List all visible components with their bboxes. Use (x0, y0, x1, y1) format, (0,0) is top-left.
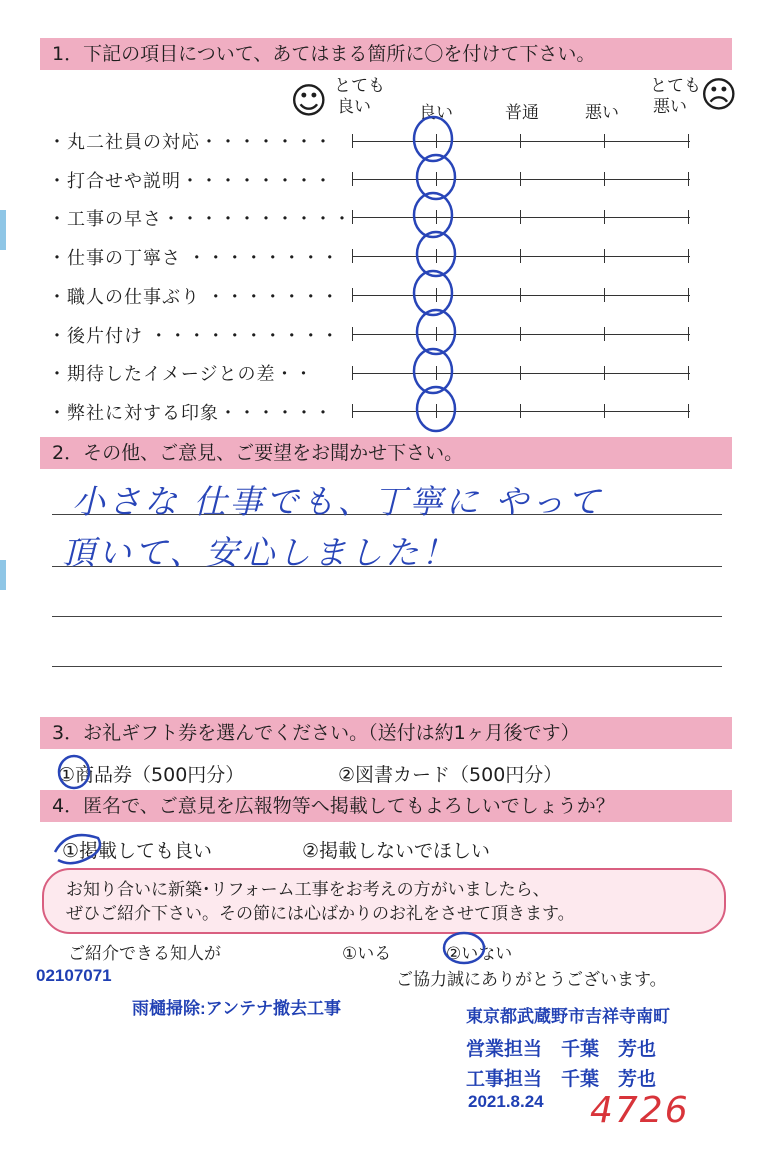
item-label: ・後片付け ・・・・・・・・・・ (48, 326, 340, 347)
gift-option-1[interactable]: ①商品券（500円分） (58, 764, 245, 786)
address-stamp: 東京都武蔵野市吉祥寺南町 (466, 1007, 670, 1026)
item-label: ・打合せや説明・・・・・・・・ (48, 171, 333, 192)
item-label: ・期待したイメージとの差・・ (48, 364, 314, 385)
item-label: ・工事の早さ・・・・・・・・・・ (48, 209, 352, 230)
frowny-icon: ☹ (700, 75, 738, 116)
publish-option-2[interactable]: ②掲載しないでほしい (302, 840, 491, 862)
thanks-message: ご協力誠にありがとうございます。 (396, 970, 667, 990)
work-type-stamp: 雨樋掃除:アンテナ撤去工事 (132, 999, 341, 1018)
selection-circles (0, 740, 774, 980)
handwritten-comment-line2: 頂いて、安心しました！ (62, 533, 458, 572)
rating-selection-circle (414, 271, 452, 315)
left-edge-mark (0, 560, 6, 590)
customer-code-stamp: 02107071 (36, 966, 112, 985)
rating-selection-circle (417, 310, 455, 354)
referral-label: ご紹介できる知人が (68, 944, 221, 964)
scale-very-good: とても 良い (334, 76, 385, 117)
section4-title: 4．匿名で、ご意見を広報物等へ掲載してもよろしいでしょうか？ (40, 790, 732, 822)
handwritten-comment-line1: 小さな 仕事でも、丁寧に やって (72, 482, 603, 521)
notice-line2: ぜひご紹介下さい。その節には心ばかりのお礼をさせて頂きます。 (66, 904, 575, 924)
gift-selection-circle (59, 756, 89, 788)
item-label: ・職人の仕事ぶり ・・・・・・・ (48, 287, 340, 308)
publish-option-1[interactable]: ①掲載しても良い (62, 840, 213, 862)
section3-title: 3．お礼ギフト券を選んでください。（送付は約1ヶ月後です） (40, 717, 732, 749)
publish-selection-circle (55, 835, 100, 863)
rating-selection-circle (417, 232, 455, 276)
smiley-icon: ☺ (290, 81, 328, 122)
notice-line1: お知り合いに新築･リフォーム工事をお考えの方がいましたら、 (66, 880, 550, 900)
date-stamp: 2021.8.24 (468, 1092, 544, 1111)
item-label: ・弊社に対する印象・・・・・・ (48, 403, 333, 424)
section1-title: 1．下記の項目について、あてはまる箇所に〇を付けて下さい。 (40, 38, 732, 70)
sales-rep-stamp: 営業担当 千葉 芳也 (466, 1039, 657, 1060)
referral-option-2[interactable]: ②いない (446, 944, 513, 964)
writing-line (52, 666, 722, 667)
rating-circles (0, 0, 774, 440)
scale-bad: 悪い (585, 103, 619, 123)
scale-very-bad: とても 悪い (650, 76, 701, 117)
construction-rep-stamp: 工事担当 千葉 芳也 (466, 1069, 657, 1090)
writing-line (52, 616, 722, 617)
handwritten-number: 4726 (590, 1090, 690, 1131)
item-label: ・仕事の丁寧さ ・・・・・・・・ (48, 248, 340, 269)
referral-option-1[interactable]: ①いる (342, 944, 392, 964)
gift-option-2[interactable]: ②図書カード（500円分） (338, 764, 563, 786)
section2-title: 2．その他、ご意見、ご要望をお聞かせ下さい。 (40, 437, 732, 469)
scale-good: 良い (419, 103, 453, 123)
scale-normal: 普通 (505, 103, 539, 123)
referral-selection-circle (444, 933, 484, 963)
item-label: ・丸二社員の対応・・・・・・・ (48, 132, 333, 153)
